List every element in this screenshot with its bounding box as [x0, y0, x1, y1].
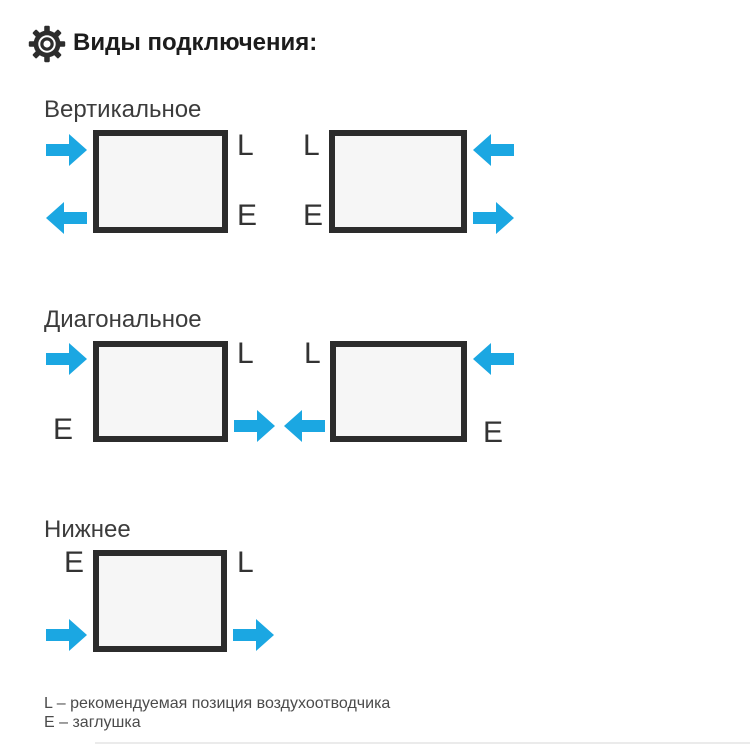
bottom-divider: [95, 742, 750, 744]
flow-arrow-right-icon: [46, 619, 87, 651]
legend-line-l: L – рекомендуемая позиция воздухоотводчика: [44, 695, 391, 712]
flow-arrow-right-icon: [234, 410, 275, 442]
port-label-e: E: [237, 199, 258, 232]
port-label-l: L: [304, 337, 321, 370]
radiator-body: [93, 341, 228, 442]
port-label-l: L: [237, 129, 254, 162]
flow-arrow-left-icon: [473, 134, 514, 166]
port-label-e: E: [483, 416, 504, 449]
radiator-body: [330, 341, 467, 442]
radiator-body: [93, 550, 227, 652]
port-label-l: L: [237, 337, 254, 370]
flow-arrow-right-icon: [233, 619, 274, 651]
page-title: Виды подключения:: [73, 29, 318, 56]
section-label-diagonal: Диагональное: [44, 306, 202, 333]
section-label-vertical: Вертикальное: [44, 96, 202, 123]
radiator-body: [329, 130, 467, 233]
flow-arrow-left-icon: [46, 202, 87, 234]
flow-arrow-left-icon: [284, 410, 325, 442]
flow-arrow-left-icon: [473, 343, 514, 375]
port-label-e: E: [303, 199, 324, 232]
gear-icon: [28, 25, 66, 63]
legend-line-e: E – заглушка: [44, 714, 141, 731]
flow-arrow-right-icon: [473, 202, 514, 234]
port-label-l: L: [303, 129, 320, 162]
port-label-e: E: [53, 413, 74, 446]
port-label-l: L: [237, 546, 254, 579]
radiator-body: [93, 130, 228, 233]
port-label-e: E: [64, 546, 85, 579]
flow-arrow-right-icon: [46, 343, 87, 375]
flow-arrow-right-icon: [46, 134, 87, 166]
section-label-bottom: Нижнее: [44, 516, 131, 543]
